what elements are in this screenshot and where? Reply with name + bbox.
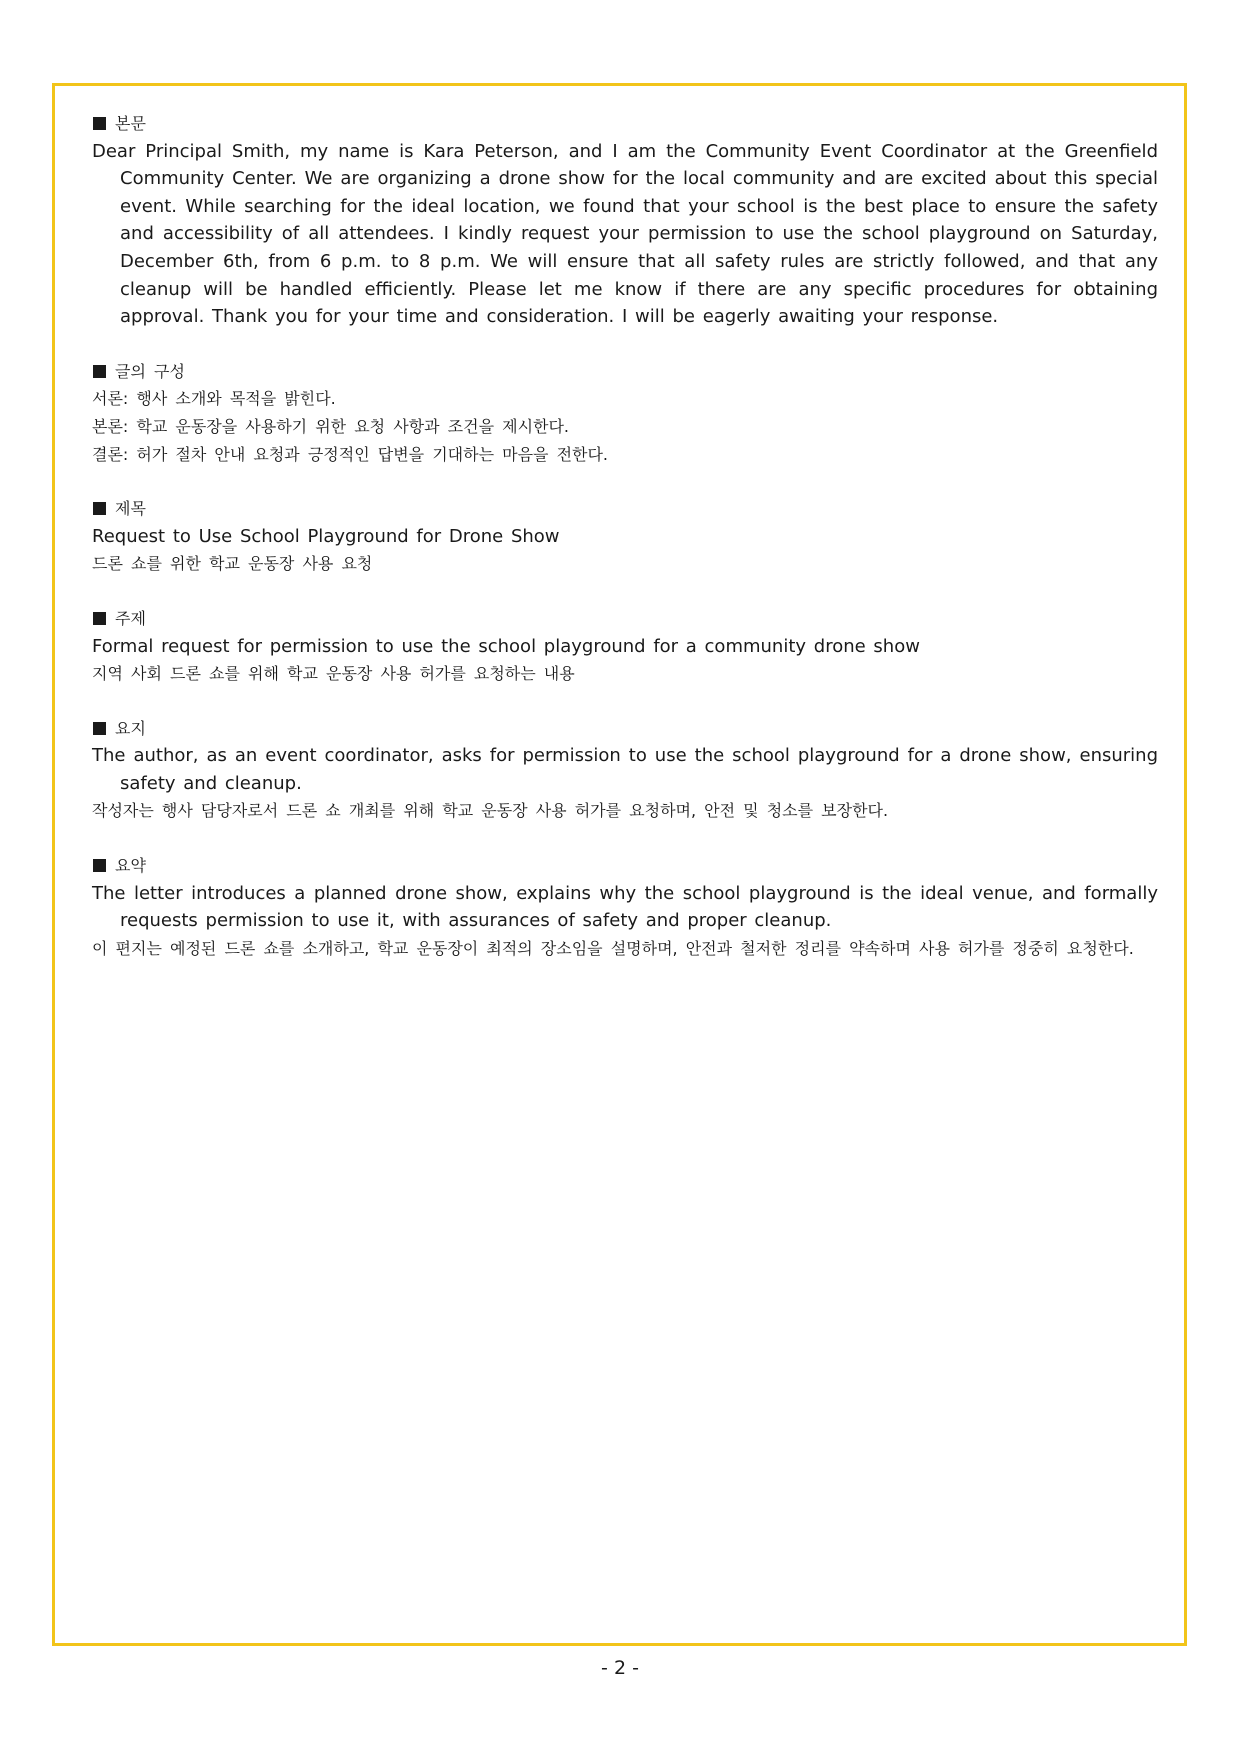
heading-label: 제목 (115, 499, 146, 519)
structure-intro: 서론: 행사 소개와 목적을 밝힌다. (92, 389, 336, 409)
title-english: Request to Use School Playground for Drone Show (92, 525, 560, 547)
square-bullet-icon (93, 502, 106, 515)
section-summary (92, 852, 1158, 962)
section-heading (92, 110, 1158, 138)
section-heading (92, 852, 1158, 880)
square-bullet-icon (93, 117, 106, 130)
gist-english: The author, as an event coordinator, asks for permission to use the school playground for a drone show, ensuring safety and cleanup. (92, 745, 1158, 794)
letter-body-text: Dear Principal Smith, my name is Kara Peterson, and I am the Community Event Coordinator at the Greenfield Community Center. We are organizing a drone show for the local community and are excited about this special event. While searching for the ideal location, we found that your school is the best place to ensure the safety and accessibility of all attendees. I kindly request your permission to use the school playground on Saturday, December 6th, from 6 p.m. to 8 p.m. We will ensure that all safety rules are strictly followed, and that any cleanup will be handled efficiently. Please let me know if there are any specific procedures for obtaining approval. Thank you for your time and consideration. I will be eagerly awaiting your response. (92, 140, 1158, 328)
structure-main: 본론: 학교 운동장을 사용하기 위한 요청 사항과 조건을 제시한다. (92, 416, 570, 436)
section-structure (92, 358, 1158, 468)
section-heading (92, 495, 1158, 523)
section-body (92, 110, 1158, 331)
title-korean: 드론 쇼를 위한 학교 운동장 사용 요청 (92, 554, 373, 574)
page-number: - 2 - (601, 1657, 639, 1679)
section-topic (92, 605, 1158, 688)
document-content (92, 110, 1158, 989)
section-heading (92, 605, 1158, 633)
heading-label: 주제 (115, 608, 146, 628)
topic-english: Formal request for permission to use the school playground for a community drone show (92, 635, 920, 657)
section-heading (92, 715, 1158, 743)
gist-korean: 작성자는 행사 담당자로서 드론 쇼 개최를 위해 학교 운동장 사용 허가를 요청하며, 안전 및 청소를 보장한다. (92, 801, 889, 821)
heading-label: 요약 (115, 856, 146, 876)
summary-korean: 이 편지는 예정된 드론 쇼를 소개하고, 학교 운동장이 최적의 장소임을 설명하며, 안전과 철저한 정리를 약속하며 사용 허가를 정중히 요청한다. (92, 938, 1134, 958)
section-heading (92, 358, 1158, 386)
section-gist (92, 715, 1158, 825)
structure-conclusion: 결론: 허가 절차 안내 요청과 긍정적인 답변을 기대하는 마음을 전한다. (92, 444, 609, 464)
square-bullet-icon (93, 722, 106, 735)
topic-korean: 지역 사회 드론 쇼를 위해 학교 운동장 사용 허가를 요청하는 내용 (92, 664, 575, 684)
heading-label: 요지 (115, 718, 146, 738)
summary-english: The letter introduces a planned drone show, explains why the school playground is the ideal venue, and formally requests permission to use it, with assurances of safety and proper cleanup. (92, 882, 1158, 932)
square-bullet-icon (93, 612, 106, 625)
heading-label: 글의 구성 (115, 361, 185, 381)
section-title (92, 495, 1158, 578)
heading-label: 본문 (115, 114, 146, 133)
square-bullet-icon (93, 365, 106, 378)
square-bullet-icon (93, 859, 106, 872)
